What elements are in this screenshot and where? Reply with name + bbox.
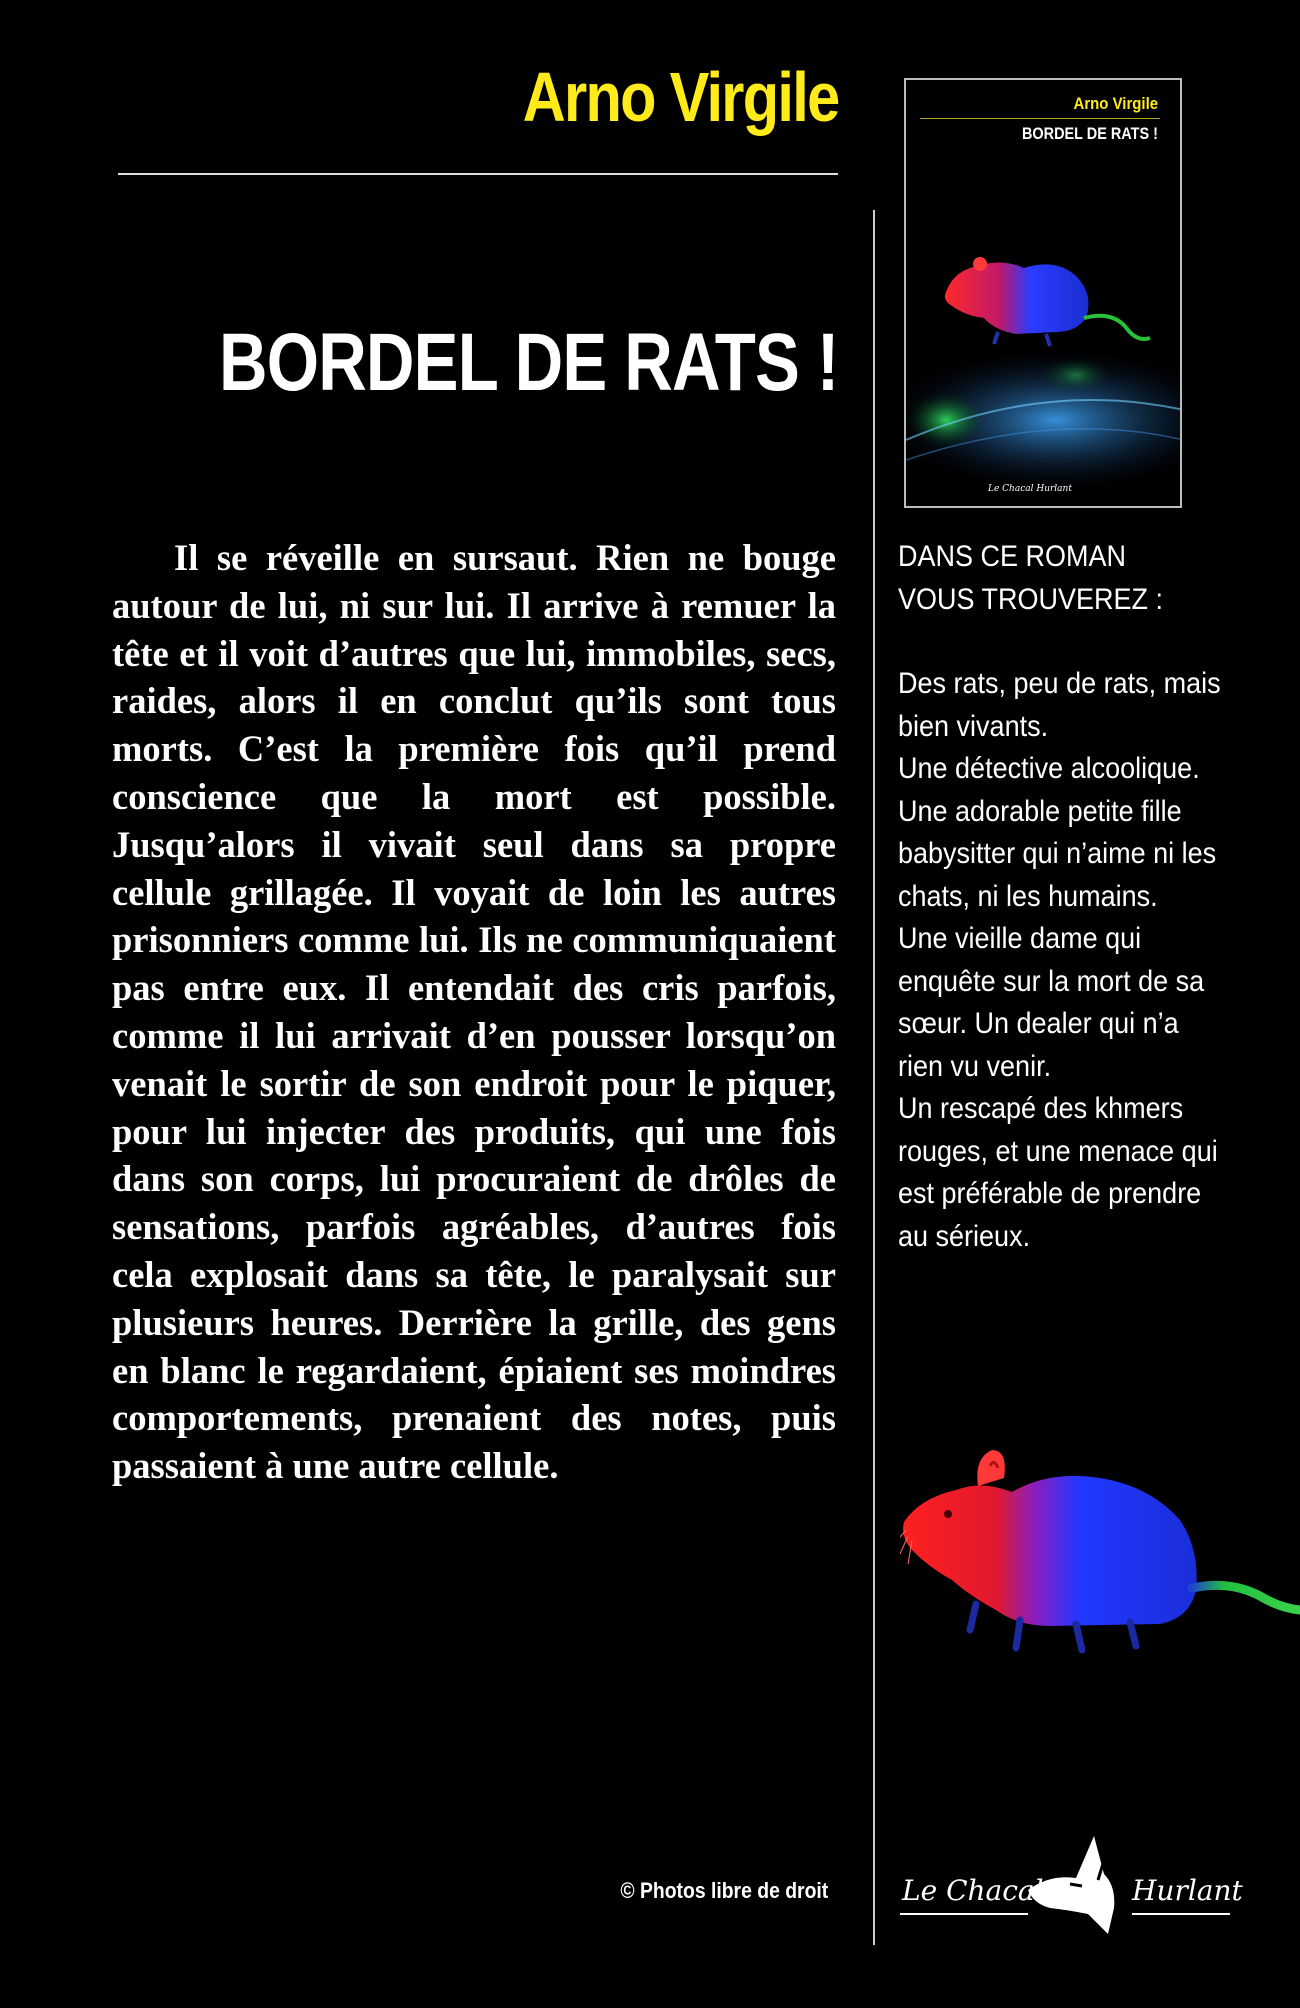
- cover-title: BORDEL DE RATS !: [1022, 124, 1158, 143]
- sidebar-item: Des rats, peu de rats, mais bien vivants.: [898, 667, 1221, 743]
- sidebar-item: Un rescapé des khmers rouges, et une menace qui est préférable de prendre au sérieux.: [898, 1092, 1218, 1253]
- column-divider: [873, 210, 875, 1945]
- sidebar-item: Une adorable petite fille babysitter qui n’aime ni les chats, ni les humains.: [898, 794, 1217, 913]
- cover-publisher-logo: Le Chacal Hurlant: [988, 484, 1072, 494]
- sidebar-features: [898, 536, 1222, 1258]
- publisher-logo: [900, 1830, 1243, 1940]
- cover-divider: [920, 118, 1160, 119]
- sidebar-item: Une vieille dame qui enquête sur la mort de sa sœur. Un dealer qui n’a rien vu venir.: [898, 922, 1205, 1083]
- photo-credit: © Photos libre de droit: [620, 1878, 828, 1903]
- sidebar-item: Une détective alcoolique.: [898, 752, 1200, 785]
- publisher-word1: Le Chacal: [902, 1874, 1044, 1907]
- excerpt-text: Il se réveille en sursaut. Rien ne bouge autour de lui, ni sur lui. Il arrive à remuer la tête et il voit d’autres que lui, immobiles, secs, raides, alors il en conclut qu’ils sont tous morts. C’est la première fois qu’il prend conscience que la mort est possible. Jusqu’alors il vivait seul dans sa propre cellule grillagée. Il voyait de loin les autres prisonniers comme lui. Ils ne communiquaient pas entre eux. Il entendait des cris parfois, comme il lui arrivait d’en pousser lorsqu’on venait le sortir de son endroit pour le piquer, pour lui injecter des produits, qui une fois dans son corps, lui procuraient de drôles de sensations, parfois agréables, d’autres fois cela explosait dans sa tête, le paralysait sur plusieurs heures. Derrière la grille, des gens en blanc le regardaient, épiaient ses moindres comportements, prenaient des notes, puis passaient à une autre cellule.: [112, 537, 836, 1487]
- header-divider: [118, 173, 838, 175]
- book-title: BORDEL DE RATS !: [218, 317, 838, 408]
- sidebar-heading-line1: DANS CE ROMAN: [898, 540, 1127, 573]
- sidebar-heading-line2: VOUS TROUVEREZ :: [898, 582, 1164, 616]
- author-name: Arno Virgile: [522, 58, 838, 136]
- cover-art: [906, 80, 1182, 508]
- book-cover: [904, 78, 1182, 508]
- cover-author: Arno Virgile: [1073, 94, 1158, 113]
- rat-illustration: [900, 1440, 1300, 1670]
- publisher-word2: Hurlant: [1132, 1874, 1243, 1907]
